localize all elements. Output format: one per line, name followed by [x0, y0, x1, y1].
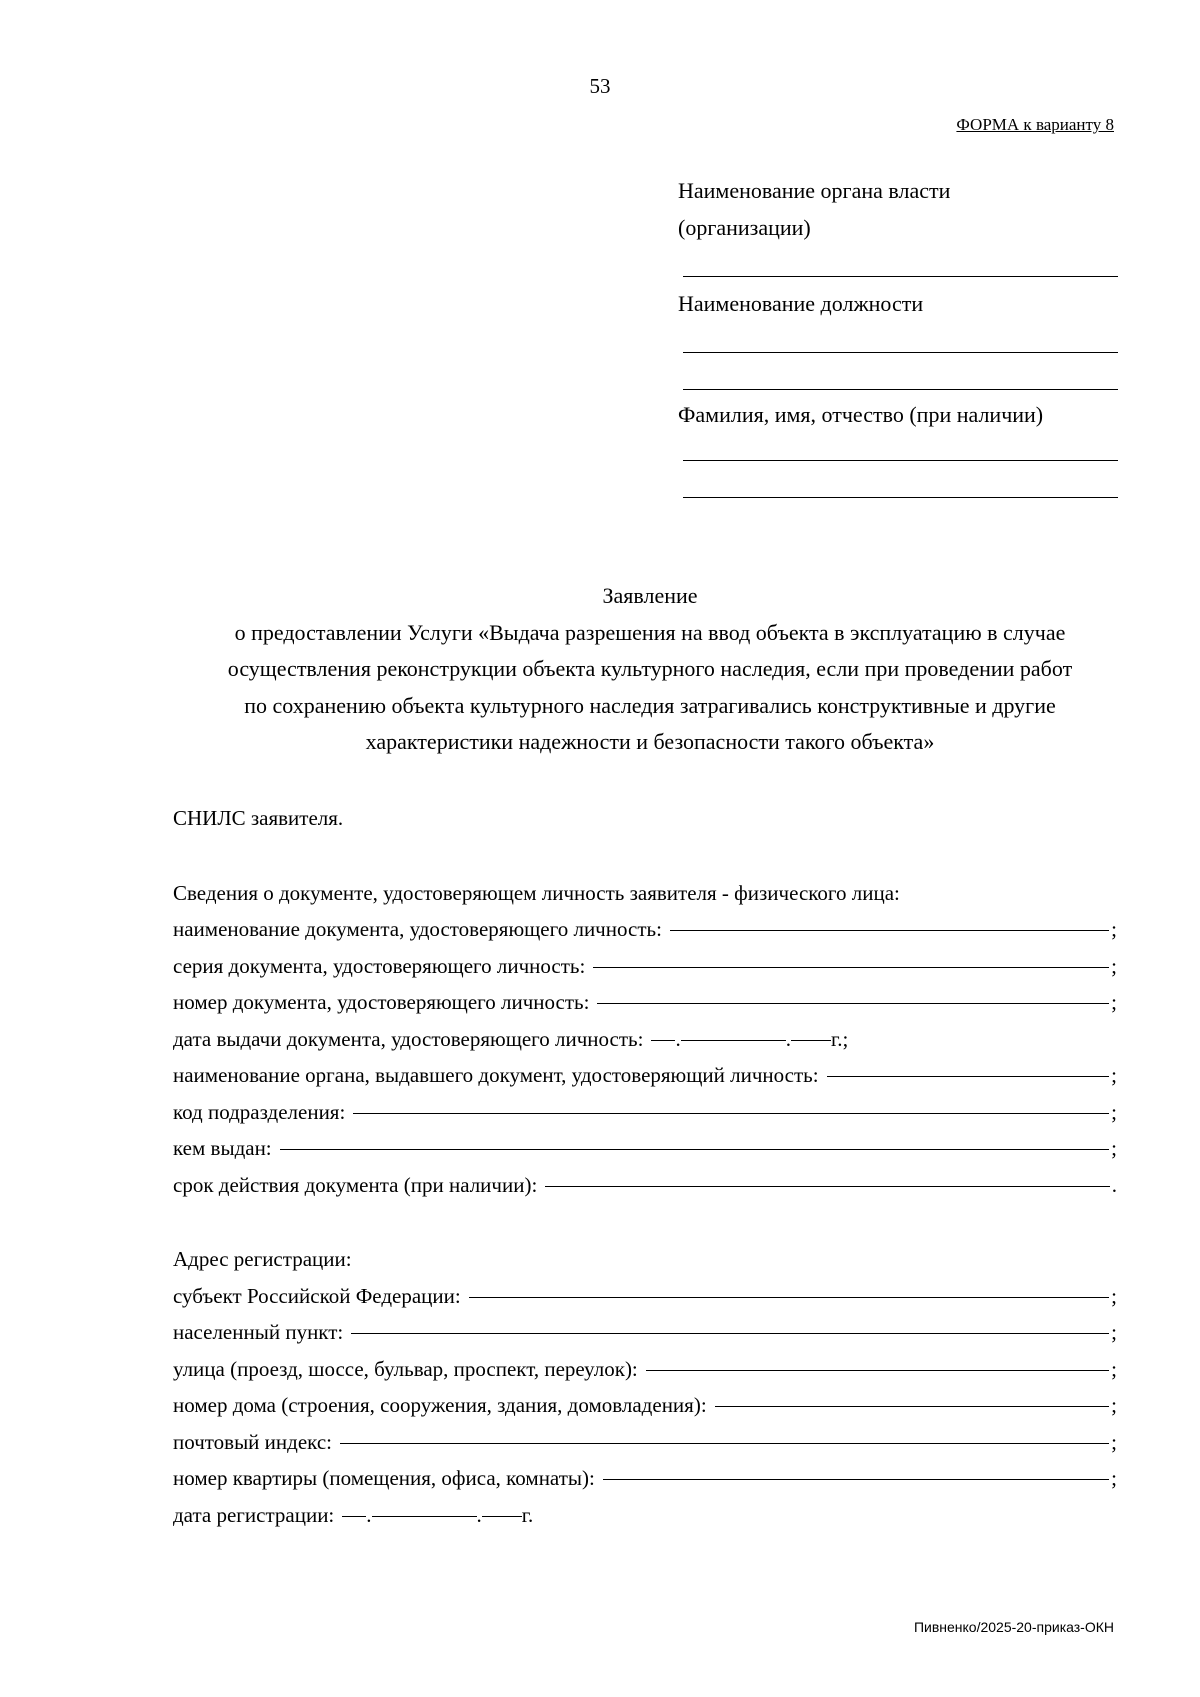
validity-input-line[interactable] — [545, 1186, 1109, 1187]
issue-month-blank[interactable] — [681, 1040, 786, 1041]
field-label: населенный пункт: — [173, 1320, 344, 1344]
postcode-input-line[interactable] — [340, 1443, 1109, 1444]
field-label: срок действия документа (при наличии): — [173, 1172, 538, 1197]
house-input-line[interactable] — [715, 1406, 1110, 1407]
field-label: дата регистрации: — [173, 1502, 335, 1527]
doc-series-input-line[interactable] — [593, 967, 1109, 968]
apartment-input-line[interactable] — [603, 1479, 1109, 1480]
title-line: осуществления реконструкции объекта культурного наследия, если при проведении работ — [227, 656, 1073, 681]
form-body — [173, 800, 1117, 1533]
identity-heading: Сведения о документе, удостоверяющем личность заявителя - физического лица: — [173, 880, 900, 905]
fio-blank-line-2[interactable] — [683, 497, 1118, 498]
snils-label: СНИЛС заявителя. — [173, 806, 344, 830]
subject-input-line[interactable] — [469, 1297, 1109, 1298]
doc-number-input-line[interactable] — [597, 1003, 1109, 1004]
field-label: номер квартиры (помещения, офиса, комнаты): — [173, 1466, 595, 1490]
field-label: улица (проезд, шоссе, бульвар, проспект, переулок): — [173, 1356, 638, 1381]
issue-day-blank[interactable] — [651, 1040, 675, 1041]
field-validity: срок действия документа (при наличии): . — [173, 1167, 1117, 1204]
field-doc-number: номер документа, удостоверяющего личность: ; — [173, 984, 1117, 1021]
field-issue-date: дата выдачи документа, удостоверяющего личность: . . г.; — [173, 1021, 1117, 1058]
authority-label: Наименование органа власти — [678, 178, 951, 203]
field-locality: населенный пункт: ; — [173, 1314, 1117, 1351]
field-label: номер документа, удостоверяющего личность: — [173, 990, 590, 1014]
field-division-code: код подразделения: ; — [173, 1094, 1117, 1131]
street-input-line[interactable] — [646, 1370, 1109, 1371]
page-number: 53 — [589, 74, 611, 98]
reg-month-blank[interactable] — [372, 1516, 477, 1517]
field-label: наименование органа, выдавшего документ, удостоверяющий личность: — [173, 1063, 819, 1087]
addressee-block — [678, 172, 1116, 498]
issued-by-input-line[interactable] — [280, 1149, 1110, 1150]
form-reference: ФОРМА к варианту 8 — [956, 115, 1114, 134]
field-apartment: номер квартиры (помещения, офиса, комнаты): ; — [173, 1460, 1117, 1497]
reg-day-blank[interactable] — [342, 1516, 366, 1517]
field-label: почтовый индекс: — [173, 1429, 332, 1454]
title-line: о предоставлении Услуги «Выдача разрешения на ввод объекта в эксплуатацию в случае — [234, 619, 1066, 645]
field-postcode: почтовый индекс: ; — [173, 1424, 1117, 1461]
division-code-input-line[interactable] — [353, 1113, 1109, 1114]
locality-input-line[interactable] — [351, 1333, 1109, 1334]
issue-year-blank[interactable] — [791, 1040, 831, 1041]
field-label: дата выдачи документа, удостоверяющего личность: — [173, 1026, 644, 1051]
field-subject: субъект Российской Федерации: ; — [173, 1278, 1117, 1315]
doc-name-input-line[interactable] — [670, 930, 1109, 931]
title-line: по сохранению объекта культурного наследия затрагивались конструктивные и другие — [244, 692, 1056, 718]
field-street: улица (проезд, шоссе, бульвар, проспект, переулок): ; — [173, 1351, 1117, 1388]
position-label: Наименование должности — [678, 291, 924, 316]
field-label: кем выдан: — [173, 1136, 272, 1160]
field-label: код подразделения: — [173, 1099, 346, 1124]
field-issuer: наименование органа, выдавшего документ, удостоверяющий личность: ; — [173, 1057, 1117, 1094]
title-line: характеристики надежности и безопасности такого объекта» — [365, 729, 935, 754]
field-doc-name: наименование документа, удостоверяющего личность: ; — [173, 911, 1117, 948]
title-heading: Заявление — [602, 583, 698, 608]
application-title — [150, 578, 1150, 761]
field-label: номер дома (строения, сооружения, здания, домовладения): — [173, 1393, 707, 1417]
field-reg-date: дата регистрации: . . г. — [173, 1497, 1117, 1534]
authority-label-cont: (организации) — [678, 215, 811, 240]
field-issued-by: кем выдан: ; — [173, 1130, 1117, 1167]
field-doc-series: серия документа, удостоверяющего личность: ; — [173, 948, 1117, 985]
registration-heading: Адрес регистрации: — [173, 1247, 352, 1271]
field-label: серия документа, удостоверяющего личность: — [173, 953, 586, 978]
footer-doc-code: Пивненко/2025-20-приказ-ОКН — [913, 1619, 1114, 1635]
field-house: номер дома (строения, сооружения, здания, домовладения): ; — [173, 1387, 1117, 1424]
fio-label: Фамилия, имя, отчество (при наличии) — [678, 402, 1044, 427]
reg-year-blank[interactable] — [482, 1516, 522, 1517]
issuer-input-line[interactable] — [827, 1076, 1110, 1077]
field-label: субъект Российской Федерации: — [173, 1283, 461, 1308]
field-label: наименование документа, удостоверяющего личность: — [173, 917, 662, 941]
